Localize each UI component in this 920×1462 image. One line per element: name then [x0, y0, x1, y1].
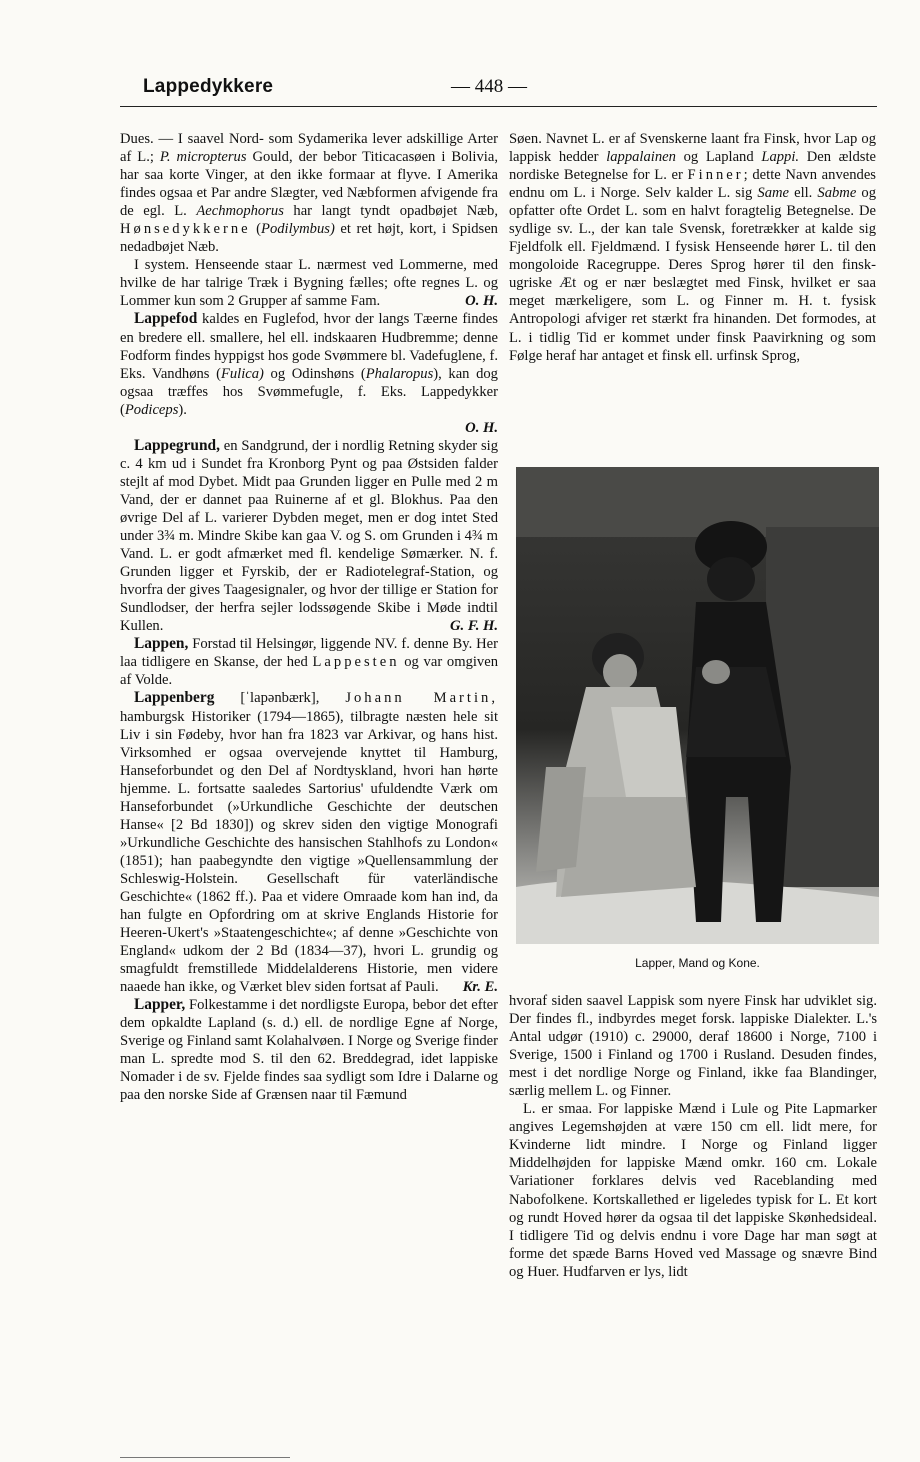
entry-headword: Lappenberg — [134, 689, 215, 707]
paragraph-dialects: hvoraf siden saavel Lappisk som nyere Finsk har udviklet sig. Der findes fl., indbyrdes meget forsk. lappiske Dialekter. L.'s Antal udgør (1910) c. 29000, deraf 18600 i Norge, 7100 i Sverige, 1500 i Finland og 1700 i Rusland. Desuden findes, mest i det nordlige Norge og Finland, ikke faa Blandinger, særlig mellem L. og Finner. — [509, 993, 877, 1100]
paragraph-lapper-cont: Søen. Navnet L. er af Svenskerne laant fra Finsk, hvor Lap og lappisk hedder lappalainen og Lapland Lappi. Den ældste nordiske Betegnelse for L. er Finner; dette Navn anvendes endnu om L. i Norge. Selv kalder L. sig Same ell. Sabme og opfatter ofte Ordet L. som en halvt foragtelig Betegnelse. De sydlige sv. L., der kan tale Svensk, foretrækker at kalde sig Fjeldfolk ell. Fjeldmænd. I fysisk Henseende hører L. til den mongoloide Racegruppe. Deres Sprog hører til den finsk-ugriske Æt og er nær beslægtet med Finsk, hvilket er saa meget mærkeligere, som L. og Finner m. H. t. fysisk Antropologi afviger ret stærkt fra hinanden. Det formodes, at L. i tidlig Tid er kommet under finsk Paavirkning og som Følge heraf har antaget et finsk ell. urfinsk Sprog, — [509, 131, 876, 364]
running-head: Lappedykkere — [143, 76, 274, 97]
entry-lappen: Lappen, Forstad til Helsingør, liggende NV. f. denne By. Her laa tidligere en Skanse, der hed Lappesten og var omgiven af Volde. — [120, 635, 498, 689]
page-number: — 448 — — [451, 76, 527, 97]
signature: O. H. — [465, 419, 498, 436]
signature: Kr. E. — [462, 979, 498, 996]
entry-lappefod: Lappefod kaldes en Fuglefod, hvor der langs Tæerne findes en bredere ell. smallere, hel ell. indskaaren Hudbremme; denne Fodform findes hyppigst hos gode Svømmere bl. Vadefuglene, f. Eks. Vandhøns (Fulica) og Odinshøns (Phalaropus), kan dog ogsaa træffes hos Svømmefugle, f. Eks. Lappedykker (Podiceps). — [120, 310, 498, 418]
right-column-top — [509, 130, 876, 365]
entry-lappenberg: Lappenberg [ˈlapənbærk], Johann Martin, hamburgsk Historiker (1794—1865), tilbragte næsten hele sit Liv i sin Fødeby, hvor han fra 1823 var Arkivar, og hans hist. Virksomhed er ogsaa overvejende knyttet til Hamburg, Hanseforbundet og den Del af Nordtyskland, hvori han hørte hjemme. L. fortsatte saaledes Sartorius' ufuldendte Værk om Hanseforbundet (»Urkundliche Geschichte der deutschen Hanse« [2 Bd 1830]) og skrev siden den vigtige Monografi »Urkundliche Geschichte des hansischen Stahlhofs zu London« (1851); han paabegyndte den vigtige »Quellensammlung der Schleswig-Holstein. Gesellschaft für vaterländische Geschichte« (1862 ff.). Paa et videre Omraade kom han ind, da han fulgte en Opfordring om at skrive Englands Historie for Heeren-Ukert's »Staatengeschichte«; af denne »Geschichte von England« udkom der 2 Bd (1834—37), hvori L. grundig og smagfuldt fremstillede Middelalderens Historie, men videre naaede han ikke, og Værket blev siden fortsat af Pauli. Kr. E. — [120, 689, 498, 996]
signature: O. H. — [465, 293, 498, 310]
photo-illustration — [516, 467, 879, 944]
page-header — [143, 76, 875, 104]
paragraph-lappedykkere-cont: Dues. — I saavel Nord- som Sydamerika lever adskillige Arter af L.; P. micropterus Gould, der bebor Titicacasøen i Bolivia, har saa korte Vinger, at den ikke formaar at flyve. I Amerika findes ogsaa et Par andre Slægter, ved Næbformen afvigende fra de egl. L. Aechmophorus har langt tyndt opadbøjet Næb, Hønsedykkerne (Podilymbus) et ret højt, kort, i Spidsen nedadbøjet Næb. — [120, 131, 498, 256]
entry-headword: Lappefod — [134, 310, 198, 328]
entry-lapper: Lapper, Folkestamme i det nordligste Europa, bebor det efter dem opkaldte Lapland (s. d.) ell. de nordlige Egne af Norge, Sverige og Finland samt Kolahalvøen. I Norge og Sverige finder man L. spredte mod S. til den 62. Breddegrad, idet lappiske Nomader i de sv. Fjelde findes saa sydligt som Idre i Dalarne og paa den norske Side af Grænsen naar til Fæmund — [120, 996, 498, 1104]
right-column-bottom — [509, 992, 877, 1281]
photo-lapper-man-and-woman — [516, 467, 879, 944]
header-rule — [120, 106, 877, 107]
entry-headword: Lappen, — [134, 635, 189, 653]
paragraph-system: I system. Henseende staar L. nærmest ved Lommerne, med hvilke de har talrige Træk i Bygning fælles; ofte regnes L. og Lommer kun som 2 Grupper af samme Fam. O. H. — [120, 257, 498, 310]
entry-lappegrund: Lappegrund, en Sandgrund, der i nordlig Retning skyder sig c. 4 km ud i Sundet fra Kronborg Pynt og paa Østsiden falder stejlt af mod Dybet. Midt paa Grunden ligger en Pulle med 2 m Vand, der er dannet paa Ruinerne af et gl. Blokhus. Paa den øvrige Del af L. varierer Dybden meget, men er dog intet Sted under 3¾ m. Mindre Skibe kan gaa V. og S. om Grunden i 4¾ m Vand. L. er godt afmærket med fl. kendelige Sømærker. N. f. Grunden ligger et Fyrskib, der er Radiotelegraf-Station, og hvorfra der gives Taagesignaler, og hvor der tillige er Station for Sundlodser, der herfra sejler lodssøgende Skibe i Møde indtil Kullen. G. F. H. — [120, 436, 498, 635]
signature: G. F. H. — [450, 618, 498, 635]
entry-headword: Lappegrund, — [134, 436, 220, 454]
footer-rule — [120, 1457, 290, 1458]
left-column — [120, 130, 498, 1105]
paragraph-stature: L. er smaa. For lappiske Mænd i Lule og Pite Lapmarker angives Legemshøjden at være 150 cm ell. lidt mere, for Kvinderne lidt mindre. I Norge og Finland ligger Middelhøjden for lappiske Mænd omkr. 160 cm. Lokale Variationer forklares delvis ved Raceblanding med Nabofolkene. Kortskallethed er ligeledes typisk for L. Et kort og rundt Hoved hører da ogsaa til det lappiske Skønhedsideal. I tidligere Tid og delvis endnu i vore Dage har man søgt at forme det spæde Barns Hoved ved Massage og snævre Bind og Huer. Hudfarven er lys, lidt — [509, 1101, 877, 1280]
photo-caption: Lapper, Mand og Kone. — [635, 956, 760, 970]
entry-headword: Lapper, — [134, 996, 186, 1014]
